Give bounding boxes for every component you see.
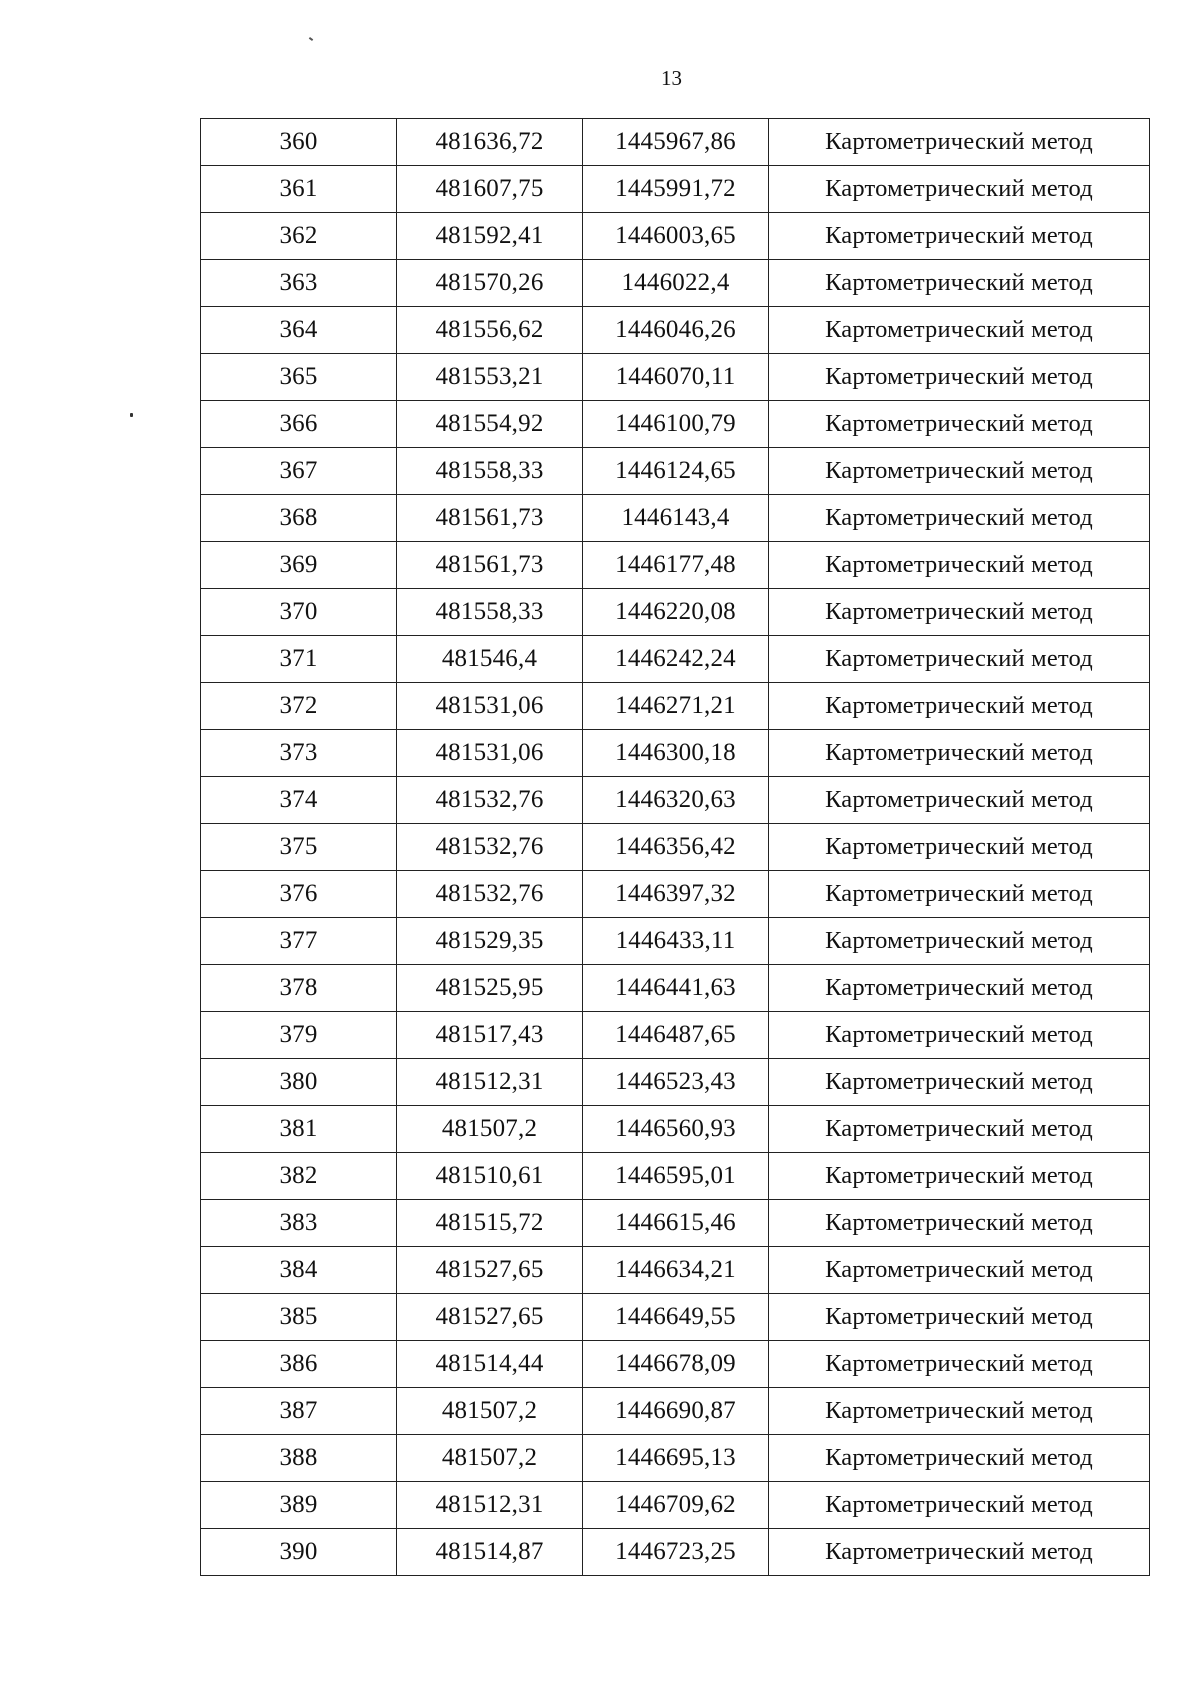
y-coordinate-cell: 1446271,21: [583, 683, 769, 730]
method-cell: Картометрический метод: [769, 730, 1150, 777]
x-coordinate-cell: 481514,44: [397, 1341, 583, 1388]
point-number-cell: 373: [201, 730, 397, 777]
method-cell: Картометрический метод: [769, 918, 1150, 965]
table-row: [201, 1529, 1150, 1576]
table-row: [201, 119, 1150, 166]
x-coordinate-cell: 481510,61: [397, 1153, 583, 1200]
method-cell: Картометрический метод: [769, 542, 1150, 589]
table-row: [201, 542, 1150, 589]
method-cell: Картометрический метод: [769, 260, 1150, 307]
table-row: [201, 1059, 1150, 1106]
y-coordinate-cell: 1446690,87: [583, 1388, 769, 1435]
method-cell: Картометрический метод: [769, 683, 1150, 730]
point-number-cell: 374: [201, 777, 397, 824]
point-number-cell: 380: [201, 1059, 397, 1106]
x-coordinate-cell: 481558,33: [397, 448, 583, 495]
y-coordinate-cell: 1446143,4: [583, 495, 769, 542]
table-row: [201, 1482, 1150, 1529]
point-number-cell: 376: [201, 871, 397, 918]
point-number-cell: 375: [201, 824, 397, 871]
y-coordinate-cell: 1446433,11: [583, 918, 769, 965]
table-row: [201, 871, 1150, 918]
point-number-cell: 371: [201, 636, 397, 683]
method-cell: Картометрический метод: [769, 1529, 1150, 1576]
point-number-cell: 381: [201, 1106, 397, 1153]
coordinates-table-body: [201, 119, 1150, 1576]
point-number-cell: 382: [201, 1153, 397, 1200]
x-coordinate-cell: 481514,87: [397, 1529, 583, 1576]
table-row: [201, 1200, 1150, 1247]
point-number-cell: 369: [201, 542, 397, 589]
x-coordinate-cell: 481607,75: [397, 166, 583, 213]
table-row: [201, 448, 1150, 495]
table-row: [201, 1435, 1150, 1482]
table-row: [201, 636, 1150, 683]
table-row: [201, 354, 1150, 401]
method-cell: Картометрический метод: [769, 1388, 1150, 1435]
point-number-cell: 386: [201, 1341, 397, 1388]
table-row: [201, 307, 1150, 354]
point-number-cell: 363: [201, 260, 397, 307]
point-number-cell: 384: [201, 1247, 397, 1294]
y-coordinate-cell: 1446615,46: [583, 1200, 769, 1247]
x-coordinate-cell: 481554,92: [397, 401, 583, 448]
table-row: [201, 683, 1150, 730]
y-coordinate-cell: 1446220,08: [583, 589, 769, 636]
point-number-cell: 361: [201, 166, 397, 213]
y-coordinate-cell: 1446177,48: [583, 542, 769, 589]
method-cell: Картометрический метод: [769, 354, 1150, 401]
table-row: [201, 495, 1150, 542]
y-coordinate-cell: 1446046,26: [583, 307, 769, 354]
y-coordinate-cell: 1446124,65: [583, 448, 769, 495]
method-cell: Картометрический метод: [769, 119, 1150, 166]
y-coordinate-cell: 1446300,18: [583, 730, 769, 777]
method-cell: Картометрический метод: [769, 307, 1150, 354]
x-coordinate-cell: 481546,4: [397, 636, 583, 683]
y-coordinate-cell: 1446441,63: [583, 965, 769, 1012]
table-row: [201, 824, 1150, 871]
y-coordinate-cell: 1446560,93: [583, 1106, 769, 1153]
x-coordinate-cell: 481532,76: [397, 777, 583, 824]
x-coordinate-cell: 481527,65: [397, 1247, 583, 1294]
method-cell: Картометрический метод: [769, 589, 1150, 636]
method-cell: Картометрический метод: [769, 401, 1150, 448]
x-coordinate-cell: 481527,65: [397, 1294, 583, 1341]
table-row: [201, 589, 1150, 636]
table-row: [201, 166, 1150, 213]
method-cell: Картометрический метод: [769, 1482, 1150, 1529]
table-row: [201, 213, 1150, 260]
method-cell: Картометрический метод: [769, 777, 1150, 824]
x-coordinate-cell: 481570,26: [397, 260, 583, 307]
y-coordinate-cell: 1446022,4: [583, 260, 769, 307]
point-number-cell: 379: [201, 1012, 397, 1059]
y-coordinate-cell: 1446070,11: [583, 354, 769, 401]
x-coordinate-cell: 481561,73: [397, 542, 583, 589]
x-coordinate-cell: 481531,06: [397, 730, 583, 777]
table-row: [201, 1012, 1150, 1059]
y-coordinate-cell: 1446003,65: [583, 213, 769, 260]
point-number-cell: 389: [201, 1482, 397, 1529]
point-number-cell: 367: [201, 448, 397, 495]
y-coordinate-cell: 1446487,65: [583, 1012, 769, 1059]
x-coordinate-cell: 481558,33: [397, 589, 583, 636]
point-number-cell: 366: [201, 401, 397, 448]
y-coordinate-cell: 1446356,42: [583, 824, 769, 871]
y-coordinate-cell: 1446242,24: [583, 636, 769, 683]
method-cell: Картометрический метод: [769, 636, 1150, 683]
table-row: [201, 1247, 1150, 1294]
scan-artifact-dot: [130, 413, 133, 417]
x-coordinate-cell: 481636,72: [397, 119, 583, 166]
table-row: [201, 401, 1150, 448]
point-number-cell: 388: [201, 1435, 397, 1482]
method-cell: Картометрический метод: [769, 166, 1150, 213]
table-row: [201, 965, 1150, 1012]
method-cell: Картометрический метод: [769, 1435, 1150, 1482]
table-row: [201, 1388, 1150, 1435]
x-coordinate-cell: 481532,76: [397, 871, 583, 918]
method-cell: Картометрический метод: [769, 1247, 1150, 1294]
table-row: [201, 1153, 1150, 1200]
x-coordinate-cell: 481507,2: [397, 1435, 583, 1482]
method-cell: Картометрический метод: [769, 824, 1150, 871]
method-cell: Картометрический метод: [769, 213, 1150, 260]
method-cell: Картометрический метод: [769, 871, 1150, 918]
y-coordinate-cell: 1446649,55: [583, 1294, 769, 1341]
table-row: [201, 1294, 1150, 1341]
x-coordinate-cell: 481529,35: [397, 918, 583, 965]
x-coordinate-cell: 481556,62: [397, 307, 583, 354]
x-coordinate-cell: 481517,43: [397, 1012, 583, 1059]
table-row: [201, 918, 1150, 965]
point-number-cell: 362: [201, 213, 397, 260]
page-number: 13: [661, 66, 682, 90]
table-row: [201, 730, 1150, 777]
method-cell: Картометрический метод: [769, 1012, 1150, 1059]
y-coordinate-cell: 1446695,13: [583, 1435, 769, 1482]
point-number-cell: 383: [201, 1200, 397, 1247]
method-cell: Картометрический метод: [769, 1106, 1150, 1153]
point-number-cell: 387: [201, 1388, 397, 1435]
x-coordinate-cell: 481561,73: [397, 495, 583, 542]
scan-artifact-mark: [309, 37, 313, 41]
point-number-cell: 385: [201, 1294, 397, 1341]
point-number-cell: 377: [201, 918, 397, 965]
method-cell: Картометрический метод: [769, 1059, 1150, 1106]
x-coordinate-cell: 481507,2: [397, 1106, 583, 1153]
x-coordinate-cell: 481507,2: [397, 1388, 583, 1435]
y-coordinate-cell: 1446709,62: [583, 1482, 769, 1529]
y-coordinate-cell: 1446723,25: [583, 1529, 769, 1576]
y-coordinate-cell: 1445967,86: [583, 119, 769, 166]
point-number-cell: 390: [201, 1529, 397, 1576]
method-cell: Картометрический метод: [769, 1341, 1150, 1388]
point-number-cell: 370: [201, 589, 397, 636]
table-row: [201, 777, 1150, 824]
x-coordinate-cell: 481525,95: [397, 965, 583, 1012]
x-coordinate-cell: 481531,06: [397, 683, 583, 730]
x-coordinate-cell: 481512,31: [397, 1482, 583, 1529]
x-coordinate-cell: 481515,72: [397, 1200, 583, 1247]
x-coordinate-cell: 481532,76: [397, 824, 583, 871]
point-number-cell: 364: [201, 307, 397, 354]
method-cell: Картометрический метод: [769, 965, 1150, 1012]
method-cell: Картометрический метод: [769, 1294, 1150, 1341]
y-coordinate-cell: 1446397,32: [583, 871, 769, 918]
y-coordinate-cell: 1446595,01: [583, 1153, 769, 1200]
y-coordinate-cell: 1445991,72: [583, 166, 769, 213]
method-cell: Картометрический метод: [769, 495, 1150, 542]
y-coordinate-cell: 1446100,79: [583, 401, 769, 448]
y-coordinate-cell: 1446523,43: [583, 1059, 769, 1106]
y-coordinate-cell: 1446678,09: [583, 1341, 769, 1388]
table-row: [201, 1341, 1150, 1388]
coordinates-table: [200, 118, 1150, 1576]
y-coordinate-cell: 1446320,63: [583, 777, 769, 824]
y-coordinate-cell: 1446634,21: [583, 1247, 769, 1294]
point-number-cell: 368: [201, 495, 397, 542]
x-coordinate-cell: 481553,21: [397, 354, 583, 401]
point-number-cell: 360: [201, 119, 397, 166]
point-number-cell: 372: [201, 683, 397, 730]
table-row: [201, 1106, 1150, 1153]
method-cell: Картометрический метод: [769, 448, 1150, 495]
method-cell: Картометрический метод: [769, 1153, 1150, 1200]
point-number-cell: 365: [201, 354, 397, 401]
point-number-cell: 378: [201, 965, 397, 1012]
x-coordinate-cell: 481592,41: [397, 213, 583, 260]
method-cell: Картометрический метод: [769, 1200, 1150, 1247]
table-row: [201, 260, 1150, 307]
x-coordinate-cell: 481512,31: [397, 1059, 583, 1106]
